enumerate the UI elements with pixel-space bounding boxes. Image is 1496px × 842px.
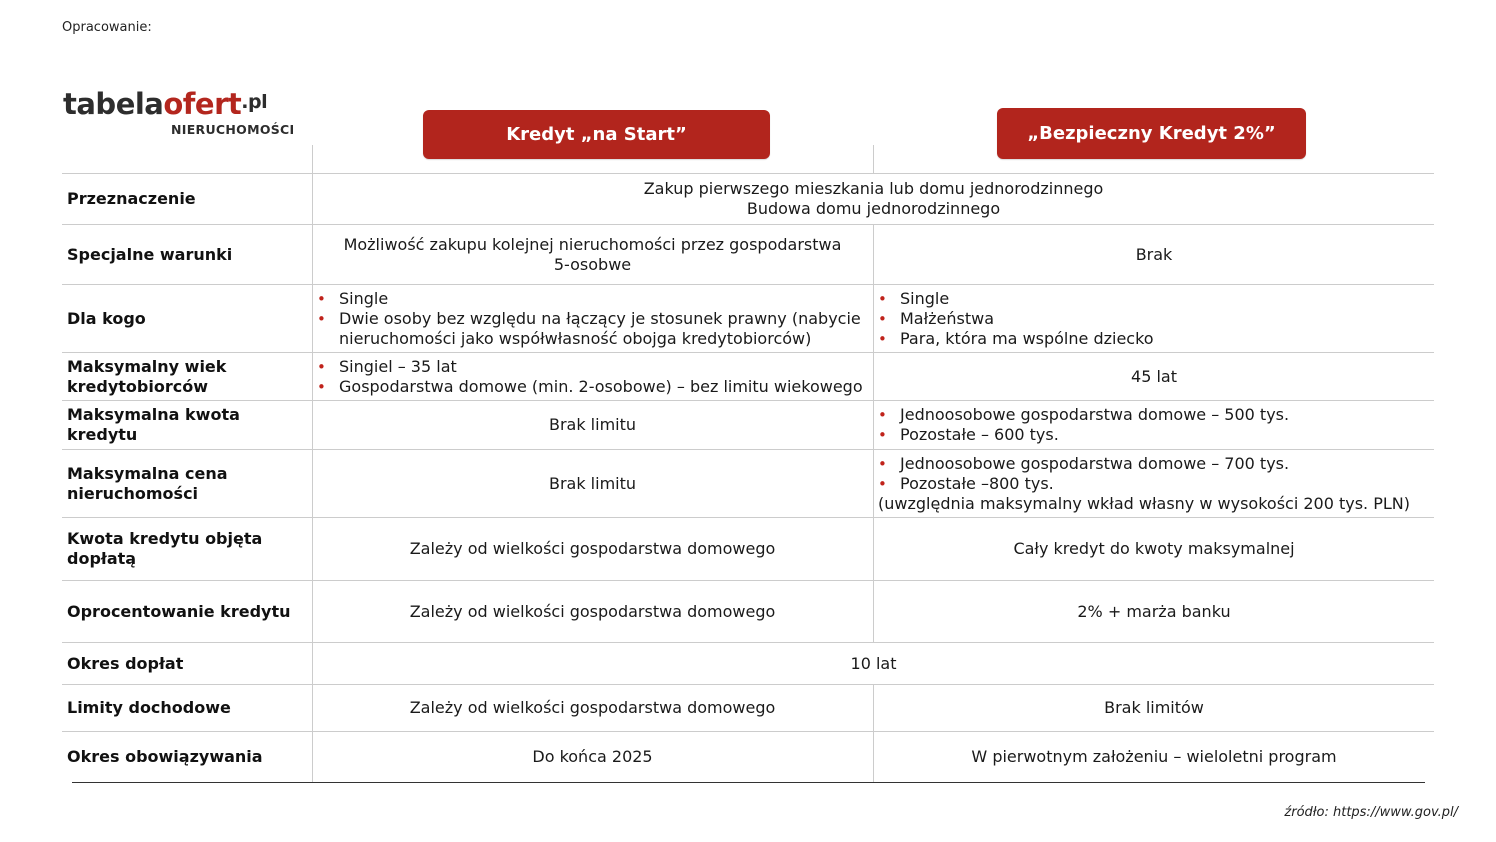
cell-oprocentowanie-a: Zależy od wielkości gospodarstwa domowego [409,601,776,621]
cell-okres-obowiazywania-b: W pierwotnym założeniu – wieloletni program [971,747,1337,766]
logo-tld: .pl [241,91,268,113]
row-label-kwota-doplata: Kwota kredytu objęta dopłatą [67,529,263,568]
row-label-okres-doplat: Okres dopłat [67,653,184,673]
logo-part-2: ofert [163,87,242,121]
row-label-limity-dochodowe: Limity dochodowe [67,698,231,717]
cell-dla-kogo-a [313,285,872,352]
row-label-maksymalna-kwota: Maksymalna kwota kredytu [67,405,240,444]
header-bezpieczny-kredyt: „Bezpieczny Kredyt 2%” [997,108,1306,159]
cell-dla-kogo-b [874,285,1434,352]
cell-line: Zakup pierwszego mieszkania lub domu jednorodzinnego [643,179,1104,198]
cell-okres-doplat-merged: 10 lat [850,653,897,673]
cell-maksymalna-cena-a: Brak limitu [548,473,637,493]
row-label-okres-obowiazywania: Okres obowiązywania [67,747,263,766]
row-label-dla-kogo: Dla kogo [67,308,146,328]
cell-note: (uwzględnia maksymalny wkład własny w wysokości 200 tys. PLN) [878,493,1410,513]
cell-maksymalny-wiek-a [313,353,872,400]
table-bottom-rule [72,782,1425,783]
cell-kwota-doplata-b: Cały kredyt do kwoty maksymalnej [1013,539,1295,558]
cell-line: 5-osobwe [553,254,632,274]
list-item: • Jednoosobowe gospodarstwa domowe – 700 tys. [900,454,1434,474]
cell-maksymalna-kwota-b [874,401,1434,449]
list-item: • Pozostałe –800 tys. [900,474,1434,494]
logo-part-1: tabela [63,87,164,121]
list-item: • Para, która ma wspólne dziecko [900,329,1434,349]
cell-maksymalna-cena-b [874,450,1434,517]
list-item: • Single [900,289,1434,309]
cell-line: Możliwość zakupu kolejnej nieruchomości przez gospodarstwa [343,234,842,254]
logo-subtitle: NIERUCHOMOŚCI [171,122,295,137]
row-label-przeznaczenie: Przeznaczenie [67,189,196,208]
list-item: • Single [339,289,872,309]
prepared-label: Opracowanie: [62,20,152,35]
row-label-specjalne-warunki: Specjalne warunki [67,244,233,264]
cell-limity-dochodowe-a: Zależy od wielkości gospodarstwa domowego [409,698,776,717]
list-item: • Gospodarstwa domowe (min. 2-osobowe) – bez limitu wiekowego [339,377,872,397]
list-item: • Pozostałe – 600 tys. [900,425,1434,445]
cell-line: Budowa domu jednorodzinnego [746,199,1001,218]
row-label-maksymalny-wiek: Maksymalny wiek kredytobiorców [67,356,227,396]
cell-okres-obowiazywania-a: Do końca 2025 [532,747,653,766]
cell-przeznaczenie-merged [313,174,1434,224]
cell-maksymalna-kwota-a: Brak limitu [548,415,637,434]
row-label-oprocentowanie: Oprocentowanie kredytu [67,601,291,621]
grid-vline-2-top [873,145,874,173]
cell-specjalne-warunki-b: Brak [1135,244,1173,264]
source-note: źródło: https://www.gov.pl/ [1284,805,1458,820]
cell-specjalne-warunki-a [313,225,872,284]
cell-limity-dochodowe-b: Brak limitów [1104,698,1204,717]
cell-kwota-doplata-a: Zależy od wielkości gospodarstwa domowego [409,539,776,558]
brand-logo [63,88,303,143]
list-item: • Dwie osoby bez względu na łączący je stosunek prawny (nabycie nieruchomości jako współwłasność obojga kredytobiorców) [339,309,872,349]
list-item: • Małżeństwa [900,309,1434,329]
list-item: • Jednoosobowe gospodarstwa domowe – 500 tys. [900,405,1434,425]
header-kredyt-na-start: Kredyt „na Start” [423,110,770,159]
cell-maksymalny-wiek-b: 45 lat [1131,366,1177,386]
list-item: • Singiel – 35 lat [339,357,872,377]
cell-oprocentowanie-b: 2% + marża banku [1077,601,1231,621]
row-label-maksymalna-cena: Maksymalna cena nieruchomości [67,463,228,503]
